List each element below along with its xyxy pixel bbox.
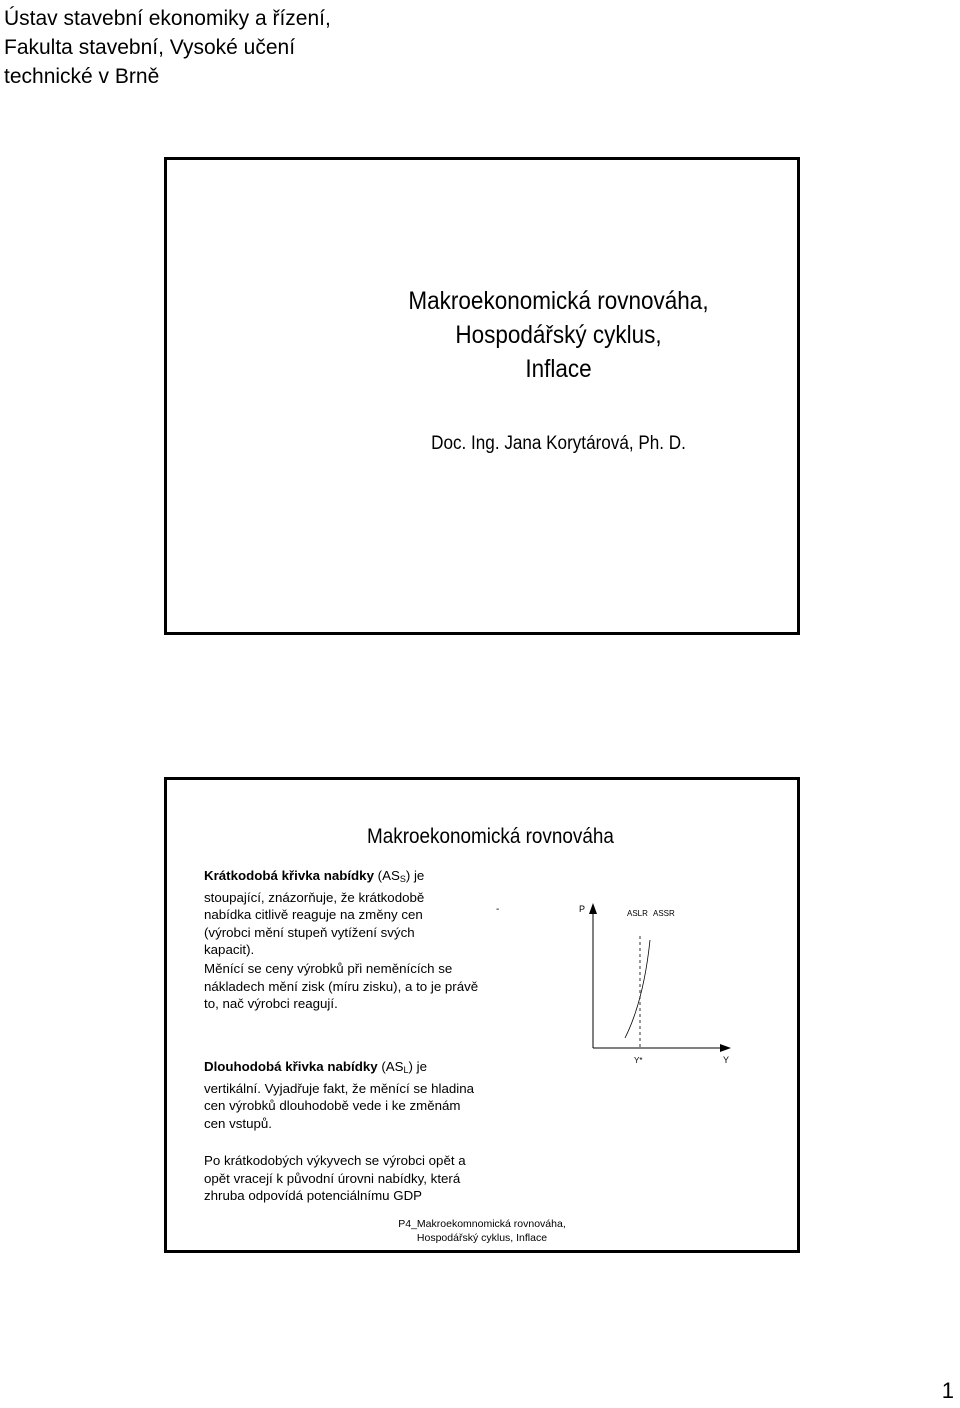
slide-2-footer xyxy=(167,1217,797,1245)
p3-rest: ) je vertikální. Vyjadřuje fakt, že měnící se hladina cen výrobků dlouhodobě vede i ke změnám cen vstupů. xyxy=(204,1059,475,1131)
stray-mark: - xyxy=(496,904,500,915)
slide-1-title-line-2: Hospodářský cyklus, xyxy=(455,321,662,349)
paragraph-return-to-potential: Po krátkodobých výkyvech se výrobci opět a opět vracejí k původní úrovni nabídky, která zhruba odpovídá potenciálnímu GDP xyxy=(204,1153,466,1203)
paragraph-short-run-supply xyxy=(204,867,464,959)
header-line-1: Ústav stavební ekonomiky a řízení, xyxy=(4,7,331,30)
p1-pre-sub: (AS xyxy=(373,868,400,883)
paragraph-long-run-supply xyxy=(204,1058,484,1132)
x-axis-label: Y xyxy=(723,1055,730,1065)
header-line-3: technické v Brně xyxy=(4,65,160,88)
page-number: 1 xyxy=(941,1378,954,1403)
series-ASLR-label: ASLR xyxy=(627,909,648,918)
y-axis-label: P xyxy=(579,904,586,914)
slide-2-title: Makroekonomická rovnováha xyxy=(367,825,614,848)
slide-1-title xyxy=(199,284,766,386)
footer-line-1: P4_Makroekomnomická rovnováha, xyxy=(398,1218,566,1230)
slide-1-title-line-1: Makroekonomická rovnováha, xyxy=(408,287,709,315)
series-ASSR-curve xyxy=(625,940,650,1038)
slide-1 xyxy=(164,157,800,635)
p1-rest: ) je stoupající, znázorňuje, že krátkodobě nabídka citlivě reaguje na změny cen (výrobci mění stupeň vytížení svých kapacit). xyxy=(204,868,425,957)
header-line-2: Fakulta stavební, Vysoké učení xyxy=(4,36,296,59)
p1-subscript: S xyxy=(399,874,406,884)
p3-pre-sub: (AS xyxy=(377,1059,404,1074)
slide-2 xyxy=(164,777,800,1253)
p3-bold-term: Dlouhodobá křivka nabídky xyxy=(204,1059,378,1074)
document-header xyxy=(4,4,331,91)
series-ASSR-label: ASSR xyxy=(653,909,675,918)
slide-1-author: Doc. Ing. Jana Korytárová, Ph. D. xyxy=(431,433,686,454)
supply-curves-chart xyxy=(577,900,737,1070)
paragraph-profit-reaction: Měnící se ceny výrobků při neměnících se nákladech mění zisk (míru zisku), a to je právě to, nač výrobci reagují. xyxy=(204,961,479,1011)
p3-subscript: L xyxy=(403,1065,409,1075)
x-axis-arrow xyxy=(720,1044,731,1052)
footer-line-2: Hospodářský cyklus, Inflace xyxy=(416,1232,548,1244)
y-axis-arrow xyxy=(589,903,597,914)
x-tick-ystar: Y* xyxy=(634,1056,643,1065)
slide-1-title-line-3: Inflace xyxy=(525,355,592,383)
p1-bold-term: Krátkodobá křivka nabídky xyxy=(204,868,374,883)
